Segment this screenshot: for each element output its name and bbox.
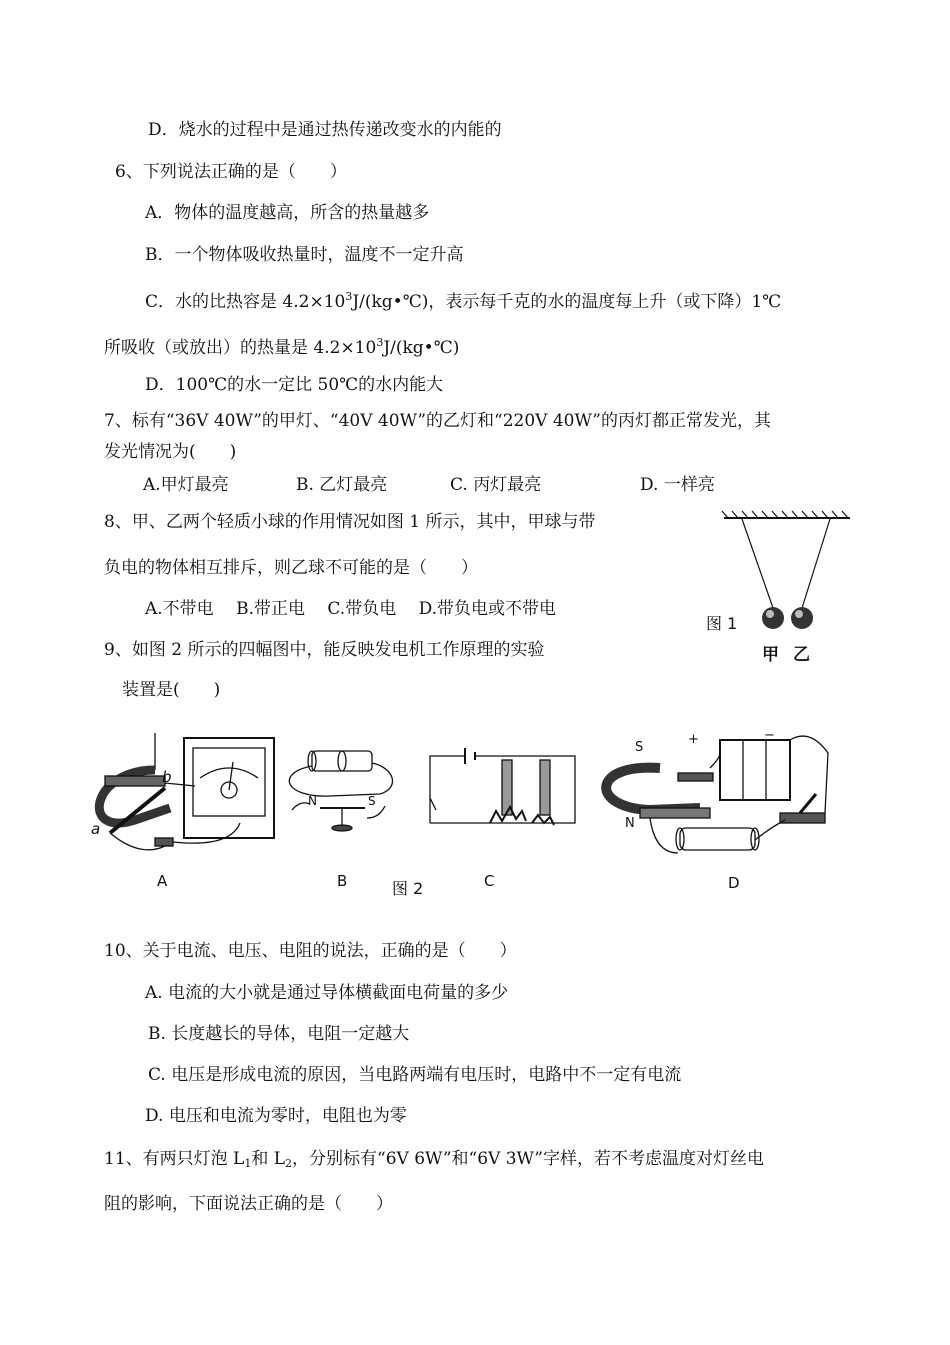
- q7-option-d: D. 一样亮: [640, 475, 715, 495]
- q8-stem-line2: 负电的物体相互排斥，则乙球不可能的是（ ）: [104, 558, 478, 578]
- figure-2-label-d: D: [728, 874, 740, 892]
- q6-option-d: D．100℃的水一定比 50℃的水内能大: [145, 375, 444, 395]
- q6-option-c-cont: 所吸收（或放出）的热量是 $4.2\times 10^3J/(kg•℃)$: [104, 336, 460, 358]
- q7-option-b: B. 乙灯最亮: [296, 475, 388, 495]
- label-n-d: N: [625, 816, 635, 831]
- figure-2-label-c: C: [484, 872, 495, 890]
- q10-option-b: B. 长度越长的导体，电阻一定越大: [148, 1024, 410, 1044]
- q10-stem: 10、关于电流、电压、电阻的说法，正确的是（ ）: [104, 941, 517, 961]
- q6-option-b: B．一个物体吸收热量时，温度不一定升高: [145, 245, 464, 265]
- label-n-b: N: [308, 794, 317, 808]
- q6-stem: 6、下列说法正确的是（ ）: [115, 162, 347, 182]
- q7-option-c: C. 丙灯最亮: [450, 475, 542, 495]
- apparatus-a: [99, 733, 274, 850]
- figure-1-caption: 图 1: [706, 614, 738, 633]
- ball-jia: [762, 607, 784, 629]
- q8-options: A.不带电 B.带正电 C.带负电 D.带负电或不带电: [145, 599, 557, 619]
- label-b-lower: b: [162, 768, 172, 786]
- apparatus-b: [289, 751, 392, 831]
- q11-stem-line1: 11、有两只灯泡 $L_1$和 $L_2$，分别标有“6V 6W”和“6V 3W”字样，若不考虑温度对灯丝电: [104, 1149, 764, 1170]
- figure-2-label-b: B: [337, 872, 348, 890]
- q10-option-d: D. 电压和电流为零时，电阻也为零: [145, 1106, 407, 1126]
- figure-1: [706, 510, 860, 670]
- q6-option-a: A．物体的温度越高，所含的热量越多: [145, 203, 430, 223]
- q9-stem-line1: 9、如图 2 所示的四幅图中，能反映发电机工作原理的实验: [104, 640, 545, 660]
- q7-option-a: A.甲灯最亮: [143, 475, 229, 495]
- q9-stem-line2: 装置是( ): [122, 680, 221, 700]
- label-minus: −: [764, 728, 775, 743]
- label-s-d: S: [635, 740, 644, 755]
- label-jia: 甲: [762, 645, 779, 665]
- q10-option-a: A. 电流的大小就是通过导体横截面电荷量的多少: [145, 983, 509, 1003]
- label-plus: +: [688, 732, 699, 747]
- apparatus-c: [430, 748, 575, 825]
- label-a-lower: a: [91, 820, 101, 838]
- q7-stem-line2: 发光情况为( ): [104, 442, 237, 462]
- q7-stem-line1: 7、标有“36V 40W”的甲灯、“40V 40W”的乙灯和“220V 40W”的丙灯都正常发光，其: [104, 411, 771, 431]
- q8-stem-line1: 8、甲、乙两个轻质小球的作用情况如图 1 所示，其中，甲球与带: [104, 512, 596, 532]
- q10-option-c: C. 电压是形成电流的原因，当电路两端有电压时，电路中不一定有电流: [148, 1065, 682, 1085]
- label-yi: 乙: [793, 645, 810, 665]
- label-s-b: S: [368, 794, 376, 808]
- figure-2: [80, 728, 850, 898]
- figure-2-label-a: A: [157, 872, 168, 890]
- figure-2-caption: 图 2: [392, 879, 424, 898]
- q6-option-c: C．水的比热容是 $4.2\times 10^3J/(kg•℃)$，表示每千克的水的温度每上升（或下降）1℃: [145, 290, 782, 312]
- ball-yi: [791, 607, 813, 629]
- q11-stem-line2: 阻的影响，下面说法正确的是（ ）: [104, 1194, 393, 1214]
- q5-option-d: D．烧水的过程中是通过热传递改变水的内能的: [148, 120, 502, 140]
